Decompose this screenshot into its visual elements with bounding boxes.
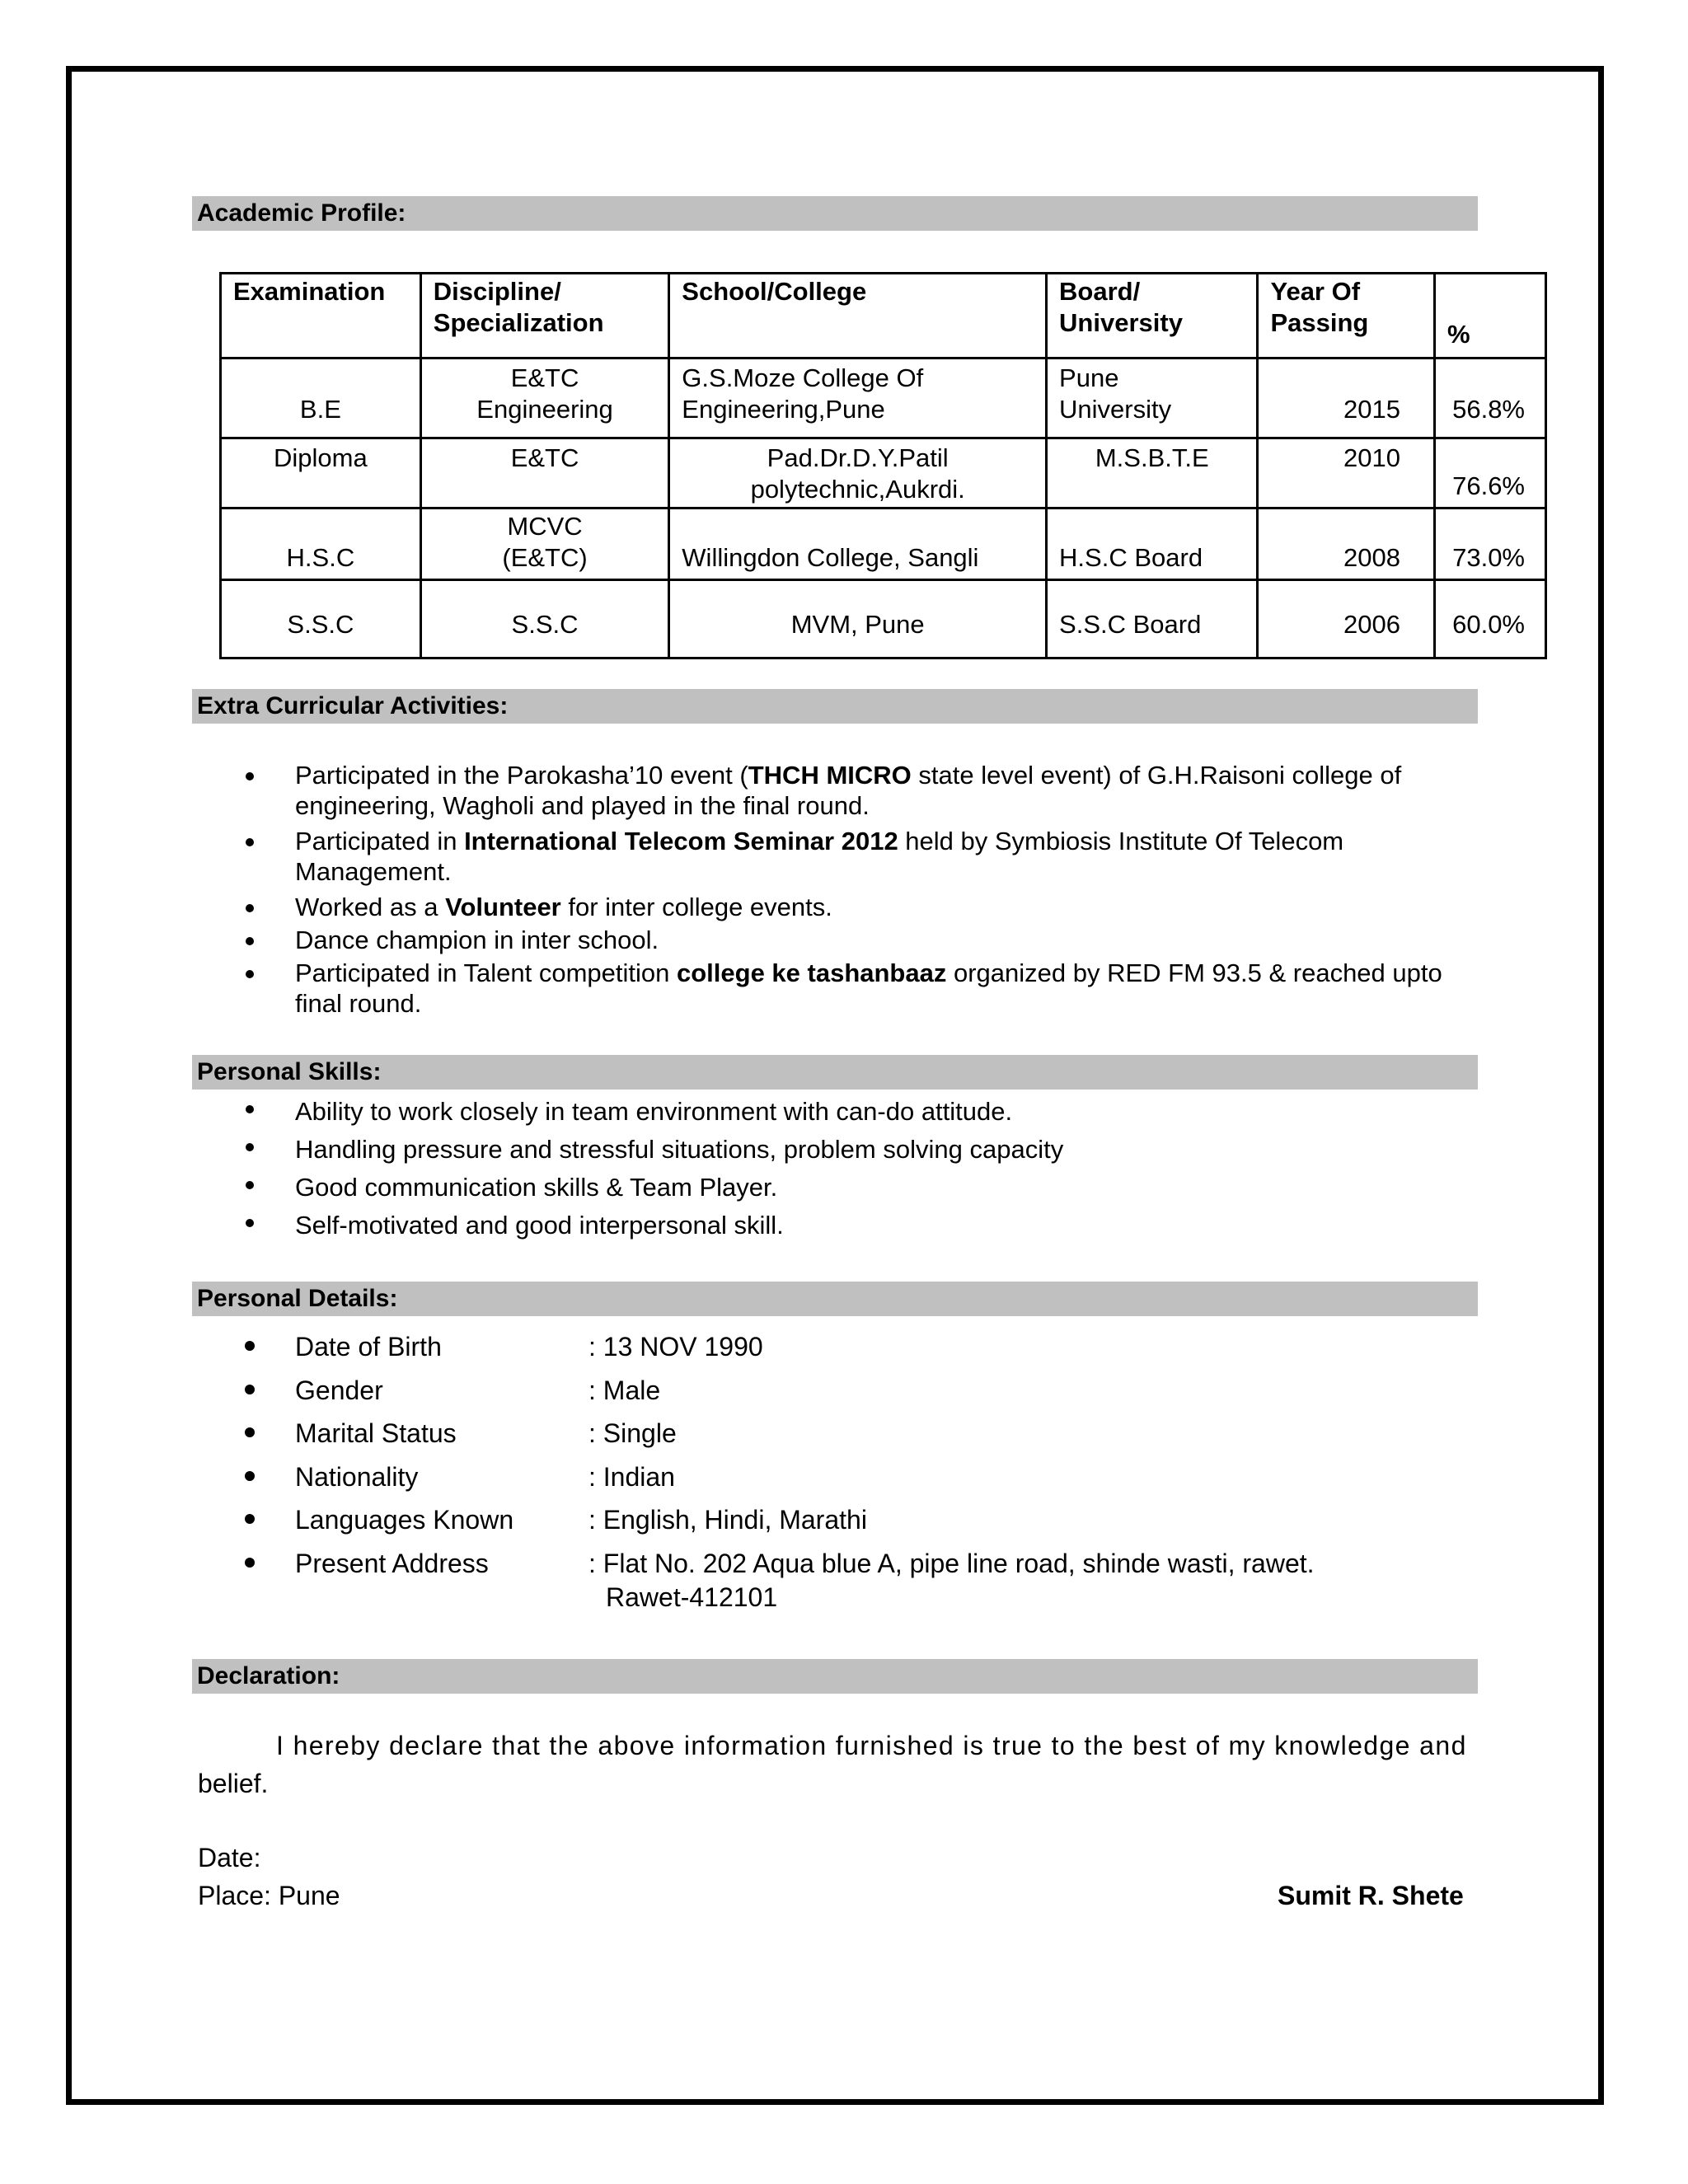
list-item: Participated in International Telecom Seminar 2012 held by Symbiosis Institute Of Telecom Management. <box>239 826 1475 887</box>
list-item: Ability to work closely in team environment with can-do attitude. <box>239 1093 1475 1131</box>
header-discipline: Discipline/ Specialization <box>420 274 669 359</box>
section-extra-curricular: Extra Curricular Activities: <box>192 689 1478 724</box>
extra-curricular-list <box>239 760 1475 1019</box>
table-row: Diploma E&TC Pad.Dr.D.Y.Patil polytechnic,Aukrdi. M.S.B.T.E 2010 76.6% <box>221 438 1546 509</box>
skills-list <box>239 1093 1475 1244</box>
address-line-2: Rawet-412101 <box>606 1582 778 1612</box>
section-personal-details: Personal Details: <box>192 1282 1478 1316</box>
list-item: Dance champion in inter school. <box>239 925 1475 955</box>
header-percent: % <box>1435 274 1546 359</box>
date-label: Date: <box>198 1843 261 1872</box>
academic-table <box>219 272 1547 659</box>
header-board: Board/ University <box>1047 274 1258 359</box>
detail-marital-status: Marital Status : Single <box>239 1412 1315 1455</box>
detail-address: Present Address : Flat No. 202 Aqua blue A, pipe line road, shinde wasti, rawet. <box>239 1542 1315 1586</box>
section-declaration: Declaration: <box>192 1659 1478 1694</box>
section-personal-skills: Personal Skills: <box>192 1055 1478 1090</box>
detail-languages: Languages Known : English, Hindi, Marathi <box>239 1498 1315 1542</box>
list-item: Handling pressure and stressful situations, problem solving capacity <box>239 1131 1475 1169</box>
detail-dob: Date of Birth : 13 NOV 1990 <box>239 1325 1315 1369</box>
list-item: Worked as a Volunteer for inter college events. <box>239 892 1475 922</box>
declaration-text: I hereby declare that the above information furnished is true to the best of my knowledge and <box>276 1731 1467 1760</box>
section-academic-profile: Academic Profile: <box>192 196 1478 231</box>
details-list <box>239 1325 1315 1585</box>
declaration-text-end: belief. <box>198 1769 269 1798</box>
list-item: Participated in Talent competition college ke tashanbaaz organized by RED FM 93.5 & reached upto final round. <box>239 958 1475 1019</box>
list-item: Participated in the Parokasha’10 event (THCH MICRO state level event) of G.H.Raisoni college of engineering, Wagholi and played in the final round. <box>239 760 1475 821</box>
list-item: Good communication skills & Team Player. <box>239 1169 1475 1207</box>
list-item: Self-motivated and good interpersonal skill. <box>239 1207 1475 1244</box>
table-row: B.E E&TC Engineering G.S.Moze College Of Engineering,Pune Pune University 2015 56.8% <box>221 359 1546 438</box>
header-year: Year Of Passing <box>1258 274 1435 359</box>
table-row: H.S.C MCVC (E&TC) Willingdon College, Sangli H.S.C Board 2008 73.0% <box>221 509 1546 580</box>
place-label: Place: Pune <box>198 1881 340 1910</box>
signature-name: Sumit R. Shete <box>1278 1881 1464 1910</box>
table-row: S.S.C S.S.C MVM, Pune S.S.C Board 2006 60.0% <box>221 580 1546 658</box>
detail-nationality: Nationality : Indian <box>239 1455 1315 1499</box>
header-school: School/College <box>669 274 1047 359</box>
detail-gender: Gender : Male <box>239 1369 1315 1413</box>
table-header-row <box>221 274 1546 359</box>
header-examination: Examination <box>221 274 421 359</box>
